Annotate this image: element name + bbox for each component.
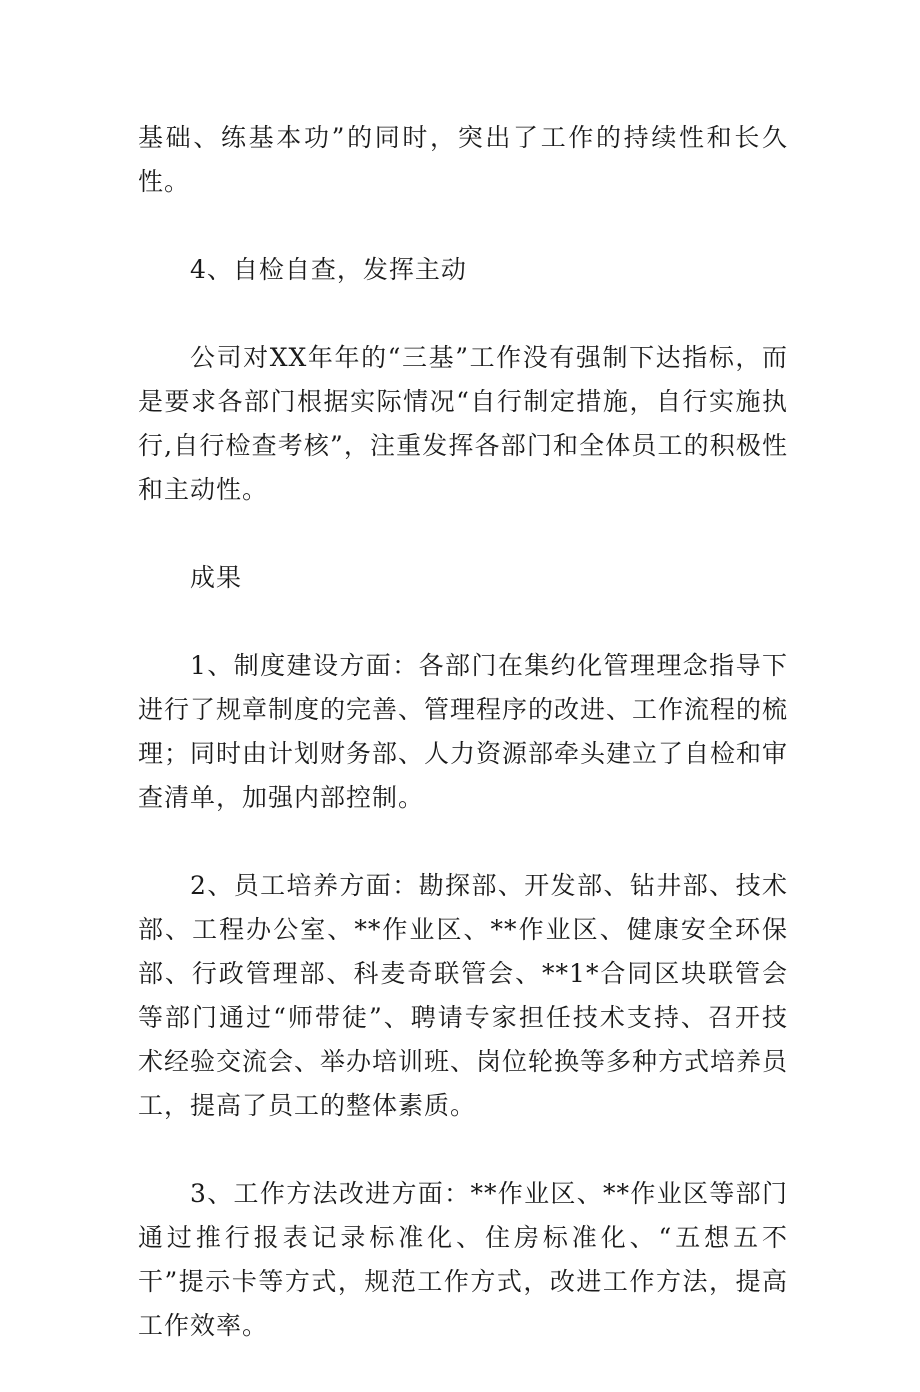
section-heading-self-check: 4、自检自查，发挥主动 (190, 255, 467, 284)
paragraph-work-method: 3、工作方法改进方面：**作业区、**作业区等部门通过推行报表记录标准化、住房标准化、“五想五不干”提示卡等方式，规范工作方式，改进工作方法，提高工作效率。 (138, 1179, 788, 1340)
paragraph-self-check: 公司对XX年年的“三基”工作没有强制下达指标，而是要求各部门根据实际情况“自行制定措施，自行实施执行,自行检查考核”，注重发挥各部门和全体员工的积极性和主动性。 (138, 343, 788, 504)
document-body (138, 116, 788, 1392)
section-heading-results: 成果 (190, 563, 243, 592)
paragraph-staff-training: 2、员工培养方面：勘探部、开发部、钻井部、技术部、工程办公室、**作业区、**作业区、健康安全环保部、行政管理部、科麦奇联管会、**1*合同区块联管会等部门通过“师带徒”、聘请专家担任技术支持、召开技术经验交流会、举办培训班、岗位轮换等多种方式培养员工，提高了员工的整体素质。 (138, 871, 789, 1120)
paragraph-continuation: 基础、练基本功”的同时，突出了工作的持续性和长久性。 (138, 123, 788, 196)
paragraph-system-building: 1、制度建设方面：各部门在集约化管理理念指导下进行了规章制度的完善、管理程序的改进、工作流程的梳理；同时由计划财务部、人力资源部牵头建立了自检和审查清单，加强内部控制。 (138, 651, 789, 812)
